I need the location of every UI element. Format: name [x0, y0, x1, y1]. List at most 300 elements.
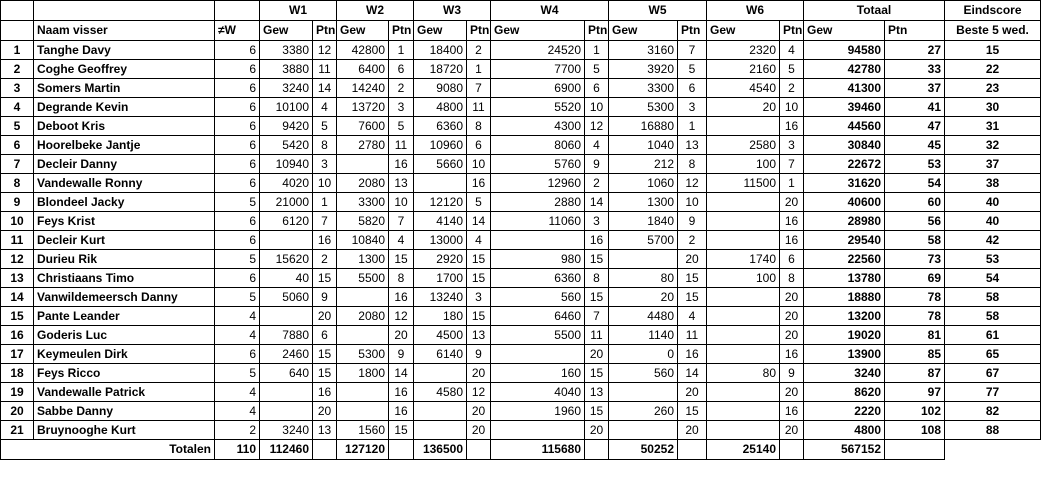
gew-cell: 4300	[491, 117, 585, 136]
ptn-cell: 5	[313, 117, 337, 136]
gew-cell: 6400	[337, 60, 389, 79]
totaal-gew-cell: 22672	[804, 155, 885, 174]
totals-blank	[885, 440, 945, 460]
totaal-gew-cell: 2220	[804, 402, 885, 421]
table-row	[1, 288, 1041, 307]
table-row	[1, 364, 1041, 383]
eindscore-cell: 38	[945, 174, 1041, 193]
aantal-w-cell: 6	[215, 269, 260, 288]
gew-cell: 6360	[414, 117, 467, 136]
totaal-gew-cell: 39460	[804, 98, 885, 117]
gew-cell	[707, 326, 780, 345]
rank-cell: 6	[1, 136, 34, 155]
table-row	[1, 117, 1041, 136]
ptn-cell: 2	[467, 41, 491, 60]
table-row	[1, 79, 1041, 98]
gew-cell: 15620	[260, 250, 313, 269]
ptn-cell: 15	[678, 269, 707, 288]
gew-cell: 4800	[414, 98, 467, 117]
eindscore-cell: 40	[945, 212, 1041, 231]
table-row	[1, 307, 1041, 326]
ptn-cell: 15	[467, 307, 491, 326]
ptn-cell: 12	[678, 174, 707, 193]
totaal-gew-cell: 31620	[804, 174, 885, 193]
ptn-cell: 20	[467, 421, 491, 440]
ptn-cell: 6	[780, 250, 804, 269]
rank-cell: 17	[1, 345, 34, 364]
ptn-cell: 6	[585, 79, 609, 98]
aantal-w-cell: 4	[215, 383, 260, 402]
gew-cell	[707, 117, 780, 136]
totals-label: Totalen	[1, 440, 215, 460]
header-totaal: Totaal	[804, 1, 945, 21]
gew-cell: 1300	[609, 193, 678, 212]
ptn-cell: 15	[313, 345, 337, 364]
rank-cell: 7	[1, 155, 34, 174]
rank-cell: 3	[1, 79, 34, 98]
ptn-cell: 12	[389, 307, 414, 326]
gew-cell: 3300	[337, 193, 389, 212]
table-row	[1, 231, 1041, 250]
ptn-cell: 8	[780, 269, 804, 288]
gew-cell: 980	[491, 250, 585, 269]
rank-cell: 16	[1, 326, 34, 345]
totaal-ptn-cell: 85	[885, 345, 945, 364]
gew-cell: 20	[609, 288, 678, 307]
ptn-cell: 15	[585, 250, 609, 269]
header-ptn: Ptn	[467, 21, 491, 41]
gew-cell	[260, 307, 313, 326]
gew-cell: 2320	[707, 41, 780, 60]
gew-cell: 1140	[609, 326, 678, 345]
ptn-cell: 1	[467, 60, 491, 79]
totaal-ptn-cell: 27	[885, 41, 945, 60]
table-row	[1, 212, 1041, 231]
ptn-cell: 9	[678, 212, 707, 231]
totaal-gew-cell: 28980	[804, 212, 885, 231]
gew-cell: 2460	[260, 345, 313, 364]
ptn-cell: 16	[467, 174, 491, 193]
ptn-cell: 20	[389, 326, 414, 345]
name-cell: Feys Ricco	[34, 364, 215, 383]
ptn-cell: 1	[389, 41, 414, 60]
header-gew: Gew	[414, 21, 467, 41]
table-row	[1, 155, 1041, 174]
ptn-cell: 16	[389, 402, 414, 421]
gew-cell: 3160	[609, 41, 678, 60]
header-row-weeks	[1, 1, 1041, 21]
ptn-cell: 4	[313, 98, 337, 117]
totaal-gew-cell: 3240	[804, 364, 885, 383]
header-blank	[1, 21, 34, 41]
ptn-cell: 3	[389, 98, 414, 117]
aantal-w-cell: 4	[215, 402, 260, 421]
header-blank	[215, 1, 260, 21]
ptn-cell: 4	[585, 136, 609, 155]
totals-blank	[678, 440, 707, 460]
eindscore-cell: 32	[945, 136, 1041, 155]
gew-cell: 80	[609, 269, 678, 288]
rank-cell: 5	[1, 117, 34, 136]
gew-cell: 16880	[609, 117, 678, 136]
gew-cell: 12960	[491, 174, 585, 193]
gew-cell	[337, 402, 389, 421]
aantal-w-cell: 6	[215, 79, 260, 98]
gew-cell: 212	[609, 155, 678, 174]
ptn-cell: 13	[585, 383, 609, 402]
gew-cell: 6360	[491, 269, 585, 288]
totaal-gew-cell: 41300	[804, 79, 885, 98]
gew-cell: 13720	[337, 98, 389, 117]
ptn-cell: 15	[585, 402, 609, 421]
header-gew: Gew	[260, 21, 313, 41]
totals-week-gew: 50252	[609, 440, 678, 460]
ptn-cell: 20	[780, 307, 804, 326]
ptn-cell: 20	[313, 402, 337, 421]
rank-cell: 4	[1, 98, 34, 117]
gew-cell: 8060	[491, 136, 585, 155]
table-row	[1, 345, 1041, 364]
totaal-gew-cell: 13900	[804, 345, 885, 364]
gew-cell: 5520	[491, 98, 585, 117]
ptn-cell: 8	[678, 155, 707, 174]
header-beste-5: Beste 5 wed.	[945, 21, 1041, 41]
gew-cell: 5820	[337, 212, 389, 231]
ptn-cell: 2	[313, 250, 337, 269]
totaal-gew-cell: 8620	[804, 383, 885, 402]
name-cell: Hoorelbeke Jantje	[34, 136, 215, 155]
totaal-ptn-cell: 58	[885, 231, 945, 250]
gew-cell: 5300	[337, 345, 389, 364]
totals-blank	[389, 440, 414, 460]
totaal-ptn-cell: 33	[885, 60, 945, 79]
gew-cell: 2920	[414, 250, 467, 269]
rank-cell: 19	[1, 383, 34, 402]
name-cell: Keymeulen Dirk	[34, 345, 215, 364]
gew-cell: 560	[491, 288, 585, 307]
ptn-cell: 15	[389, 250, 414, 269]
header-ptn: Ptn	[313, 21, 337, 41]
ptn-cell: 1	[313, 193, 337, 212]
name-cell: Degrande Kevin	[34, 98, 215, 117]
totaal-gew-cell: 18880	[804, 288, 885, 307]
ptn-cell: 4	[678, 307, 707, 326]
table-row	[1, 250, 1041, 269]
totaal-ptn-cell: 47	[885, 117, 945, 136]
gew-cell: 1560	[337, 421, 389, 440]
ptn-cell: 15	[389, 421, 414, 440]
totaal-gew-cell: 4800	[804, 421, 885, 440]
gew-cell: 4480	[609, 307, 678, 326]
gew-cell: 4500	[414, 326, 467, 345]
gew-cell: 21000	[260, 193, 313, 212]
ptn-cell: 4	[467, 231, 491, 250]
gew-cell	[337, 288, 389, 307]
gew-cell	[260, 231, 313, 250]
gew-cell: 11500	[707, 174, 780, 193]
totals-blank	[585, 440, 609, 460]
header-gew: Gew	[609, 21, 678, 41]
totals-aantal-w: 110	[215, 440, 260, 460]
ptn-cell: 10	[780, 98, 804, 117]
ptn-cell: 15	[678, 402, 707, 421]
ptn-cell: 12	[467, 383, 491, 402]
aantal-w-cell: 6	[215, 155, 260, 174]
ptn-cell: 20	[467, 364, 491, 383]
gew-cell	[609, 383, 678, 402]
gew-cell: 1060	[609, 174, 678, 193]
ptn-cell: 1	[678, 117, 707, 136]
gew-cell: 24520	[491, 41, 585, 60]
totaal-ptn-cell: 108	[885, 421, 945, 440]
ptn-cell: 8	[467, 117, 491, 136]
gew-cell	[337, 383, 389, 402]
ptn-cell: 16	[780, 345, 804, 364]
gew-cell: 13000	[414, 231, 467, 250]
gew-cell: 100	[707, 155, 780, 174]
ptn-cell: 20	[780, 288, 804, 307]
totals-blank	[467, 440, 491, 460]
ptn-cell: 5	[780, 60, 804, 79]
aantal-w-cell: 5	[215, 288, 260, 307]
gew-cell: 2780	[337, 136, 389, 155]
totaal-ptn-cell: 37	[885, 79, 945, 98]
name-cell: Blondeel Jacky	[34, 193, 215, 212]
gew-cell	[414, 421, 467, 440]
table-row	[1, 269, 1041, 288]
ptn-cell: 10	[313, 174, 337, 193]
eindscore-cell: 53	[945, 250, 1041, 269]
gew-cell: 1040	[609, 136, 678, 155]
name-cell: Feys Krist	[34, 212, 215, 231]
totals-week-gew: 115680	[491, 440, 585, 460]
gew-cell: 11060	[491, 212, 585, 231]
ptn-cell: 10	[585, 98, 609, 117]
gew-cell: 5660	[414, 155, 467, 174]
gew-cell: 2160	[707, 60, 780, 79]
ptn-cell: 9	[467, 345, 491, 364]
ptn-cell: 15	[313, 364, 337, 383]
header-eindscore: Eindscore	[945, 1, 1041, 21]
rank-cell: 12	[1, 250, 34, 269]
table-row	[1, 402, 1041, 421]
gew-cell: 10960	[414, 136, 467, 155]
ptn-cell: 14	[585, 193, 609, 212]
gew-cell	[260, 402, 313, 421]
rank-cell: 8	[1, 174, 34, 193]
ptn-cell: 6	[467, 136, 491, 155]
ptn-cell: 16	[389, 288, 414, 307]
gew-cell: 14240	[337, 79, 389, 98]
gew-cell: 1840	[609, 212, 678, 231]
ptn-cell: 8	[585, 269, 609, 288]
totaal-ptn-cell: 87	[885, 364, 945, 383]
ptn-cell: 2	[678, 231, 707, 250]
aantal-w-cell: 6	[215, 345, 260, 364]
ptn-cell: 10	[389, 193, 414, 212]
ptn-cell: 9	[585, 155, 609, 174]
gew-cell: 9080	[414, 79, 467, 98]
ptn-cell: 20	[585, 345, 609, 364]
aantal-w-cell: 4	[215, 307, 260, 326]
gew-cell: 180	[414, 307, 467, 326]
ptn-cell: 7	[780, 155, 804, 174]
header-gew: Gew	[337, 21, 389, 41]
gew-cell	[337, 155, 389, 174]
name-cell: Vanwildemeersch Danny	[34, 288, 215, 307]
header-week: W6	[707, 1, 804, 21]
ptn-cell: 13	[678, 136, 707, 155]
header-ptn: Ptn	[585, 21, 609, 41]
header-row-columns	[1, 21, 1041, 41]
name-cell: Coghe Geoffrey	[34, 60, 215, 79]
ptn-cell: 20	[678, 421, 707, 440]
ptn-cell: 20	[585, 421, 609, 440]
ptn-cell: 13	[389, 174, 414, 193]
ptn-cell: 8	[313, 136, 337, 155]
totaal-gew-cell: 44560	[804, 117, 885, 136]
ptn-cell: 16	[780, 117, 804, 136]
gew-cell	[337, 326, 389, 345]
eindscore-cell: 31	[945, 117, 1041, 136]
gew-cell	[609, 421, 678, 440]
totals-week-gew: 127120	[337, 440, 389, 460]
gew-cell: 2580	[707, 136, 780, 155]
eindscore-cell: 58	[945, 288, 1041, 307]
gew-cell: 1300	[337, 250, 389, 269]
gew-cell: 10840	[337, 231, 389, 250]
gew-cell: 3880	[260, 60, 313, 79]
gew-cell: 3920	[609, 60, 678, 79]
ptn-cell: 16	[780, 212, 804, 231]
totaal-ptn-cell: 45	[885, 136, 945, 155]
ptn-cell: 7	[467, 79, 491, 98]
header-ptn: Ptn	[678, 21, 707, 41]
table-row	[1, 174, 1041, 193]
ptn-cell: 20	[780, 383, 804, 402]
eindscore-cell: 77	[945, 383, 1041, 402]
gew-cell: 4540	[707, 79, 780, 98]
ptn-cell: 16	[313, 231, 337, 250]
ptn-cell: 15	[585, 364, 609, 383]
ptn-cell: 12	[313, 41, 337, 60]
ptn-cell: 3	[585, 212, 609, 231]
gew-cell: 160	[491, 364, 585, 383]
gew-cell: 18720	[414, 60, 467, 79]
ptn-cell: 9	[780, 364, 804, 383]
totaal-ptn-cell: 102	[885, 402, 945, 421]
eindscore-cell: 22	[945, 60, 1041, 79]
header-gew: Gew	[491, 21, 585, 41]
gew-cell: 12120	[414, 193, 467, 212]
gew-cell: 6900	[491, 79, 585, 98]
table-row	[1, 60, 1041, 79]
ptn-cell: 4	[389, 231, 414, 250]
gew-cell: 10940	[260, 155, 313, 174]
name-cell: Somers Martin	[34, 79, 215, 98]
name-cell: Pante Leander	[34, 307, 215, 326]
table-body	[1, 1, 1041, 460]
gew-cell	[707, 383, 780, 402]
header-blank	[1, 1, 34, 21]
totaal-ptn-cell: 54	[885, 174, 945, 193]
gew-cell: 3380	[260, 41, 313, 60]
gew-cell: 7600	[337, 117, 389, 136]
ptn-cell: 16	[678, 345, 707, 364]
gew-cell: 0	[609, 345, 678, 364]
ptn-cell: 13	[467, 326, 491, 345]
aantal-w-cell: 6	[215, 41, 260, 60]
totals-row	[1, 440, 1041, 460]
gew-cell: 4140	[414, 212, 467, 231]
ptn-cell: 5	[585, 60, 609, 79]
ptn-cell: 12	[585, 117, 609, 136]
table-row	[1, 41, 1041, 60]
table-row	[1, 421, 1041, 440]
totals-blank	[313, 440, 337, 460]
name-cell: Sabbe Danny	[34, 402, 215, 421]
ptn-cell: 15	[585, 288, 609, 307]
eindscore-cell: 23	[945, 79, 1041, 98]
totaal-ptn-cell: 73	[885, 250, 945, 269]
eindscore-cell: 82	[945, 402, 1041, 421]
ptn-cell: 9	[389, 345, 414, 364]
gew-cell: 1740	[707, 250, 780, 269]
aantal-w-cell: 6	[215, 231, 260, 250]
ptn-cell: 20	[678, 250, 707, 269]
totaal-ptn-cell: 97	[885, 383, 945, 402]
name-cell: Decleir Kurt	[34, 231, 215, 250]
rank-cell: 13	[1, 269, 34, 288]
gew-cell: 4580	[414, 383, 467, 402]
gew-cell	[707, 193, 780, 212]
eindscore-cell: 67	[945, 364, 1041, 383]
rank-cell: 2	[1, 60, 34, 79]
gew-cell: 13240	[414, 288, 467, 307]
ptn-cell: 8	[389, 269, 414, 288]
name-cell: Decleir Danny	[34, 155, 215, 174]
gew-cell: 4020	[260, 174, 313, 193]
gew-cell	[707, 307, 780, 326]
rank-cell: 21	[1, 421, 34, 440]
ptn-cell: 7	[678, 41, 707, 60]
gew-cell	[707, 345, 780, 364]
rank-cell: 15	[1, 307, 34, 326]
table-row	[1, 326, 1041, 345]
ptn-cell: 16	[780, 231, 804, 250]
gew-cell: 1800	[337, 364, 389, 383]
ptn-cell: 4	[780, 41, 804, 60]
aantal-w-cell: 4	[215, 326, 260, 345]
aantal-w-cell: 6	[215, 212, 260, 231]
eindscore-cell: 30	[945, 98, 1041, 117]
gew-cell: 7880	[260, 326, 313, 345]
ptn-cell: 11	[585, 326, 609, 345]
ptn-cell: 7	[313, 212, 337, 231]
header-week: W5	[609, 1, 707, 21]
totaal-gew-cell: 19020	[804, 326, 885, 345]
gew-cell: 2080	[337, 307, 389, 326]
gew-cell	[491, 231, 585, 250]
totaal-gew-cell: 29540	[804, 231, 885, 250]
header-ptn: Ptn	[389, 21, 414, 41]
aantal-w-cell: 6	[215, 60, 260, 79]
gew-cell: 260	[609, 402, 678, 421]
gew-cell: 40	[260, 269, 313, 288]
aantal-w-cell: 6	[215, 117, 260, 136]
gew-cell: 4040	[491, 383, 585, 402]
gew-cell: 3240	[260, 421, 313, 440]
